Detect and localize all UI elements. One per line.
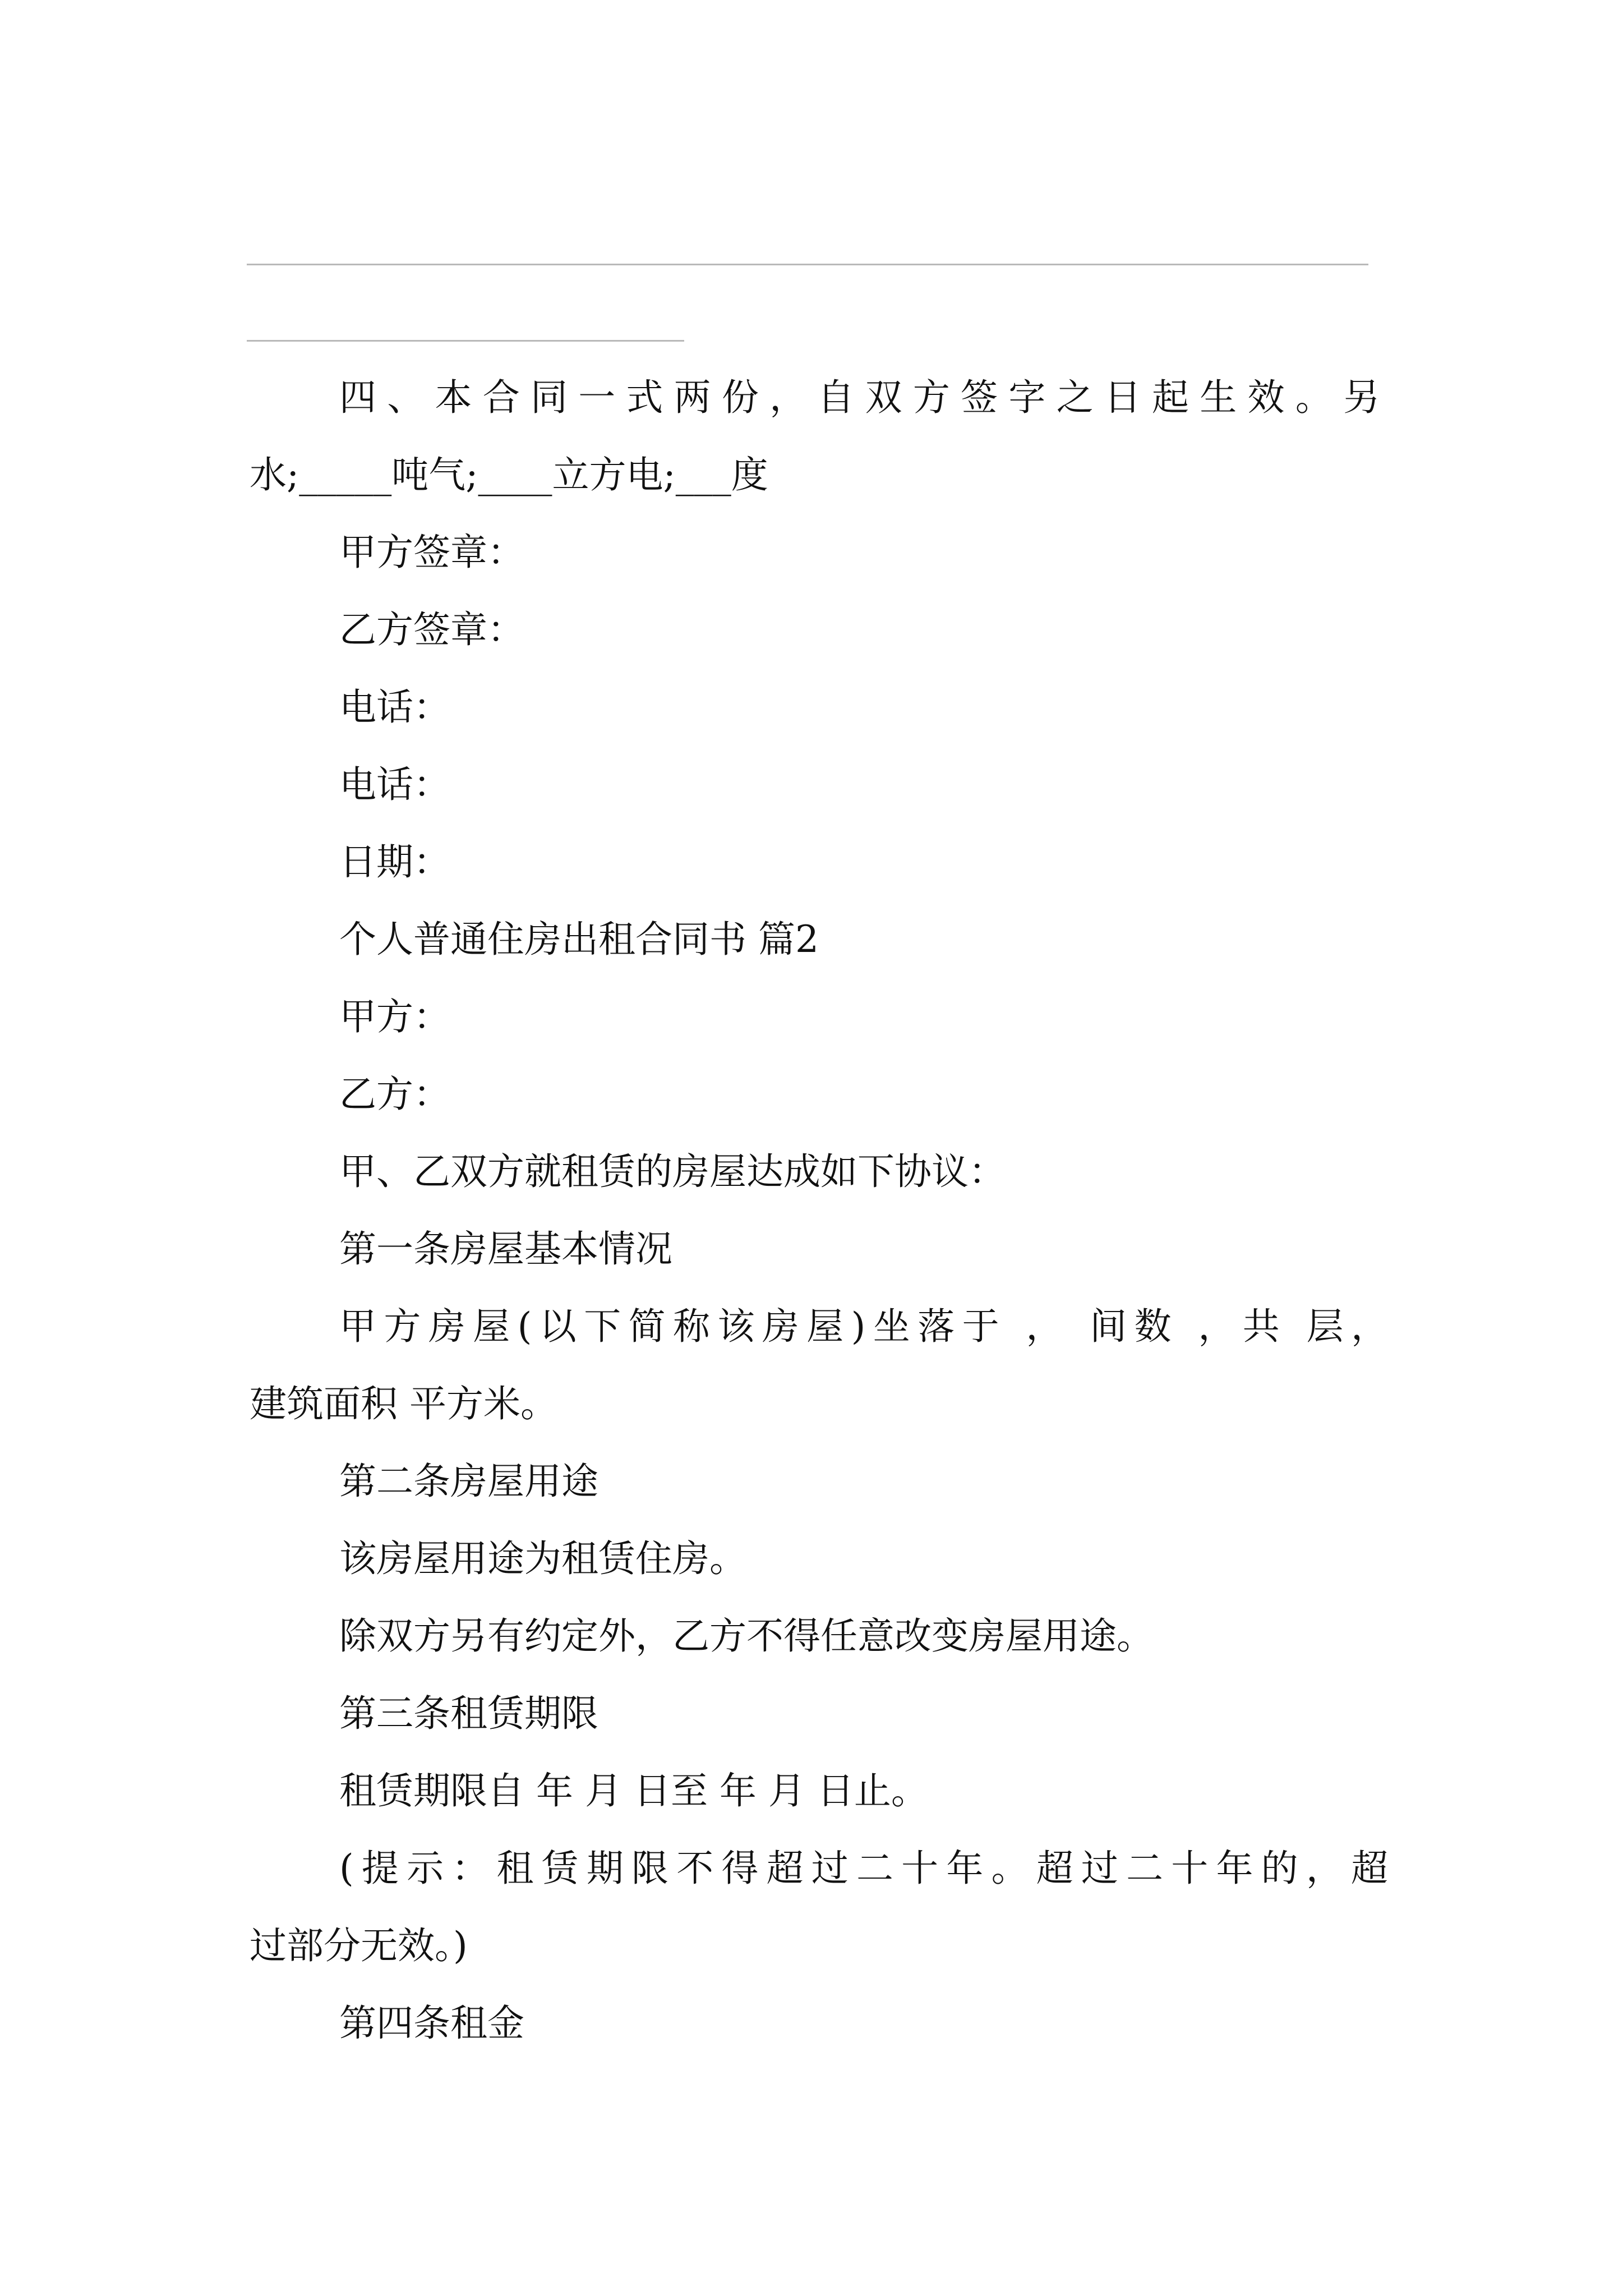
- article-three-text: 租赁期限自 年 月 日至 年 月 日止。: [339, 1769, 928, 1812]
- article-one-text-line-2: 建筑面积 平方米。: [250, 1382, 557, 1425]
- clause-four-line-1: 四、本合同一式两份，自双方签字之日起生效。另: [339, 376, 1388, 419]
- phone-b: 电话：: [339, 763, 450, 806]
- article-three-hint-line-1: (提示：租赁期限不得超过二十年。超过二十年的，超: [339, 1847, 1388, 1890]
- article-two-text: 该房屋用途为租赁住房。: [339, 1537, 746, 1580]
- agreement-intro: 甲、乙双方就租赁的房屋达成如下协议：: [339, 1150, 1006, 1193]
- document-body: [250, 359, 1388, 2062]
- article-one-heading: 第一条房屋基本情况: [339, 1227, 672, 1271]
- article-two-note: 除双方另有约定外，乙方不得任意改变房屋用途。: [339, 1614, 1154, 1658]
- date-line: 日期：: [339, 840, 450, 884]
- separator-line-top: [247, 264, 1368, 265]
- separator-line-short: [247, 340, 684, 342]
- party-b: 乙方：: [339, 1073, 450, 1116]
- party-a-signature: 甲方签章：: [339, 531, 524, 574]
- article-three-hint-line-2: 过部分无效。): [250, 1924, 468, 1967]
- article-three-heading: 第三条租赁期限: [339, 1692, 598, 1735]
- party-a: 甲方：: [339, 995, 450, 1038]
- article-four-heading: 第四条租金: [339, 2001, 524, 2045]
- party-b-signature: 乙方签章：: [339, 608, 524, 651]
- phone-a: 电话：: [339, 685, 450, 729]
- section-title: 个人普通住房出租合同书 篇2: [339, 918, 819, 961]
- clause-four-line-2: 水;_____吨气;____立方电;___度: [250, 453, 768, 496]
- article-two-heading: 第二条房屋用途: [339, 1460, 598, 1503]
- article-one-text-line-1: 甲方房屋(以下简称该房屋)坐落于 ， 间数 ，共 层，: [339, 1305, 1388, 1348]
